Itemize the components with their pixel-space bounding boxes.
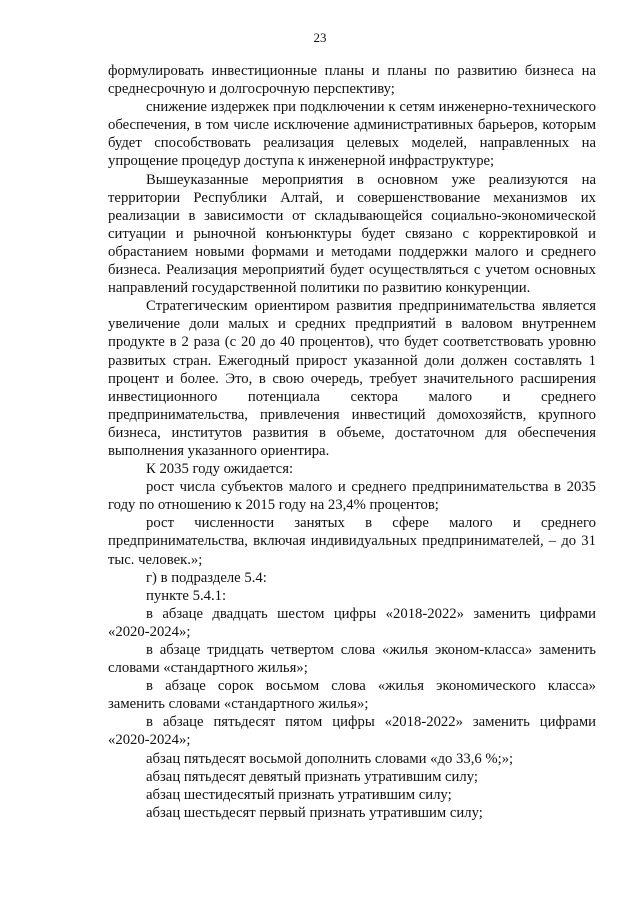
- paragraph: Стратегическим ориентиром развития предпринимательства является увеличение доли малых и средних предприятий в валовом внутреннем продукте в 2 раза (с 20 до 40 процентов), что будет соответствовать уровню развитых стран. Ежегодный прирост указанной доли должен составлять 1 процент и более. Это, в свою очередь, требует значительного расширения инвестиционного потенциала сектора малого и среднего предпринимательства, привлечения инвестиций домохозяйств, крупного бизнеса, институтов развития в объеме, достаточном для обеспечения выполнения указанного ориентира.: [108, 298, 596, 459]
- paragraph: пункте 5.4.1:: [146, 587, 227, 604]
- paragraph: рост числа субъектов малого и среднего предпринимательства в 2035 году по отношению к 2015 году на 23,4% процентов;: [108, 479, 596, 514]
- paragraph: в абзаце двадцать шестом цифры «2018-2022» заменить цифрами «2020-2024»;: [108, 605, 596, 640]
- paragraph: в абзаце тридцать четвертом слова «жилья эконом-класса» заменить словами «стандартного жилья»;: [108, 642, 596, 677]
- paragraph: абзац шестьдесят первый признать утратившим силу;: [146, 804, 483, 821]
- paragraph: Вышеуказанные мероприятия в основном уже реализуются на территории Республики Алтай, и совершенствование механизмов их реализации в зависимости от складывающейся социально-экономической ситуации и рыночной конъюнктуры будет связано с корректировкой и обрастанием новыми формами и методами поддержки малого и среднего бизнеса. Реализация мероприятий будет осуществляться с учетом основных направлений государственной политики по развитию конкуренции.: [108, 171, 596, 297]
- paragraph: формулировать инвестиционные планы и планы по развитию бизнеса на среднесрочную и долгосрочную перспективу;: [108, 63, 596, 98]
- paragraph: абзац пятьдесят девятый признать утратившим силу;: [146, 768, 478, 785]
- paragraph: рост численности занятых в сфере малого и среднего предпринимательства, включая индивидуальных предпринимателей, – до 31 тыс. человек.»;: [108, 515, 596, 568]
- page-number: 23: [313, 30, 327, 45]
- paragraph: в абзаце пятьдесят пятом цифры «2018-2022» заменить цифрами «2020-2024»;: [108, 714, 596, 749]
- paragraph: в абзаце сорок восьмом слова «жилья экономического класса» заменить словами «стандартного жилья»;: [108, 678, 596, 713]
- document-body: [108, 62, 596, 822]
- paragraph: г) в подразделе 5.4:: [146, 569, 267, 586]
- paragraph: снижение издержек при подключении к сетям инженерно-технического обеспечения, в том числе исключение административных барьеров, которым будет способствовать реализация целевых моделей, направленных на упрощение процедур доступа к инженерной инфраструктуре;: [108, 99, 596, 170]
- paragraph: абзац пятьдесят восьмой дополнить словами «до 33,6 %;»;: [146, 750, 514, 767]
- paragraph: К 2035 году ожидается:: [146, 461, 294, 478]
- paragraph: абзац шестидесятый признать утратившим силу;: [146, 786, 452, 803]
